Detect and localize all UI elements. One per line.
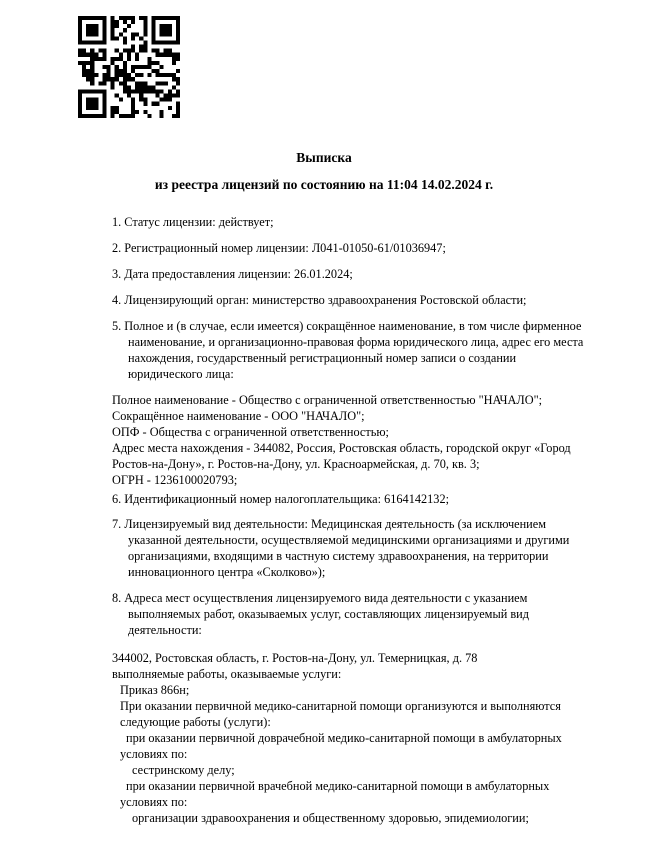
pre-doctor-care-paragraph-cont: условиях по:: [120, 747, 188, 761]
item-activity-type: 7. Лицензируемый вид деятельности: Медицинская деятельность (за исключением указанной деятельности, осуществляемой медицинскими организациями и другими организациями, входящими в частную систему здравоохранения, на территории инновационного центра «Сколково»);: [112, 517, 570, 579]
org-short-name: Сокращённое наименование - ООО "НАЧАЛО";: [112, 409, 365, 423]
org-address-cont: Ростов-на-Дону», г. Ростов-на-Дону, ул. Красноармейская, д. 70, кв. 3;: [112, 457, 480, 471]
primary-care-paragraph-cont: следующие работы (услуги):: [120, 715, 271, 729]
item-activity-addresses: 8. Адреса мест осуществления лицензируемого вида деятельности с указанием выполняемых работ, оказываемых услуг, составляющих лицензируемый вид деятельности:: [112, 591, 530, 637]
item-registration-number: 2. Регистрационный номер лицензии: Л041-01050-61/01036947;: [112, 241, 446, 255]
document-subtitle: из реестра лицензий по состоянию на 11:04 14.02.2024 г.: [154, 177, 494, 192]
order-reference: Приказ 866н;: [120, 683, 190, 697]
document-title: Выписка: [296, 150, 352, 165]
works-label: выполняемые работы, оказываемые услуги:: [112, 667, 342, 681]
org-address: Адрес места нахождения - 344082, Россия, Ростовская область, городской округ «Город: [112, 441, 571, 455]
org-ogrn: ОГРН - 1236100020793;: [112, 473, 238, 487]
activity-location: [112, 650, 632, 826]
pre-doctor-care-paragraph: при оказании первичной доврачебной медико-санитарной помощи в амбулаторных: [126, 731, 562, 745]
nursing-service: сестринскому делу;: [132, 763, 235, 777]
item-issue-date: 3. Дата предоставления лицензии: 26.01.2024;: [112, 267, 353, 281]
org-full-name: Полное наименование - Общество с ограниченной ответственностью "НАЧАЛО";: [112, 393, 543, 407]
legal-entity-details: [112, 392, 632, 488]
activity-address: 344002, Ростовская область, г. Ростов-на-Дону, ул. Темерницкая, д. 78: [112, 651, 478, 665]
item-licensing-body: 4. Лицензирующий орган: министерство здравоохранения Ростовской области;: [112, 293, 527, 307]
item-license-status: 1. Статус лицензии: действует;: [112, 215, 274, 229]
doctor-care-paragraph-cont: условиях по:: [120, 795, 188, 809]
qr-code: [78, 16, 180, 118]
item-legal-entity-heading: 5. Полное и (в случае, если имеется) сокращённое наименование, в том числе фирменное наименование, и организационно-правовая форма юридического лица, адрес его места нахождения, государственный регистрационный номер записи о создании юридического лица:: [112, 319, 584, 381]
item-inn: 6. Идентификационный номер налогоплательщика: 6164142132;: [112, 492, 450, 506]
doctor-care-paragraph: при оказании первичной врачебной медико-санитарной помощи в амбулаторных: [126, 779, 550, 793]
org-legal-form: ОПФ - Общества с ограниченной ответственностью;: [112, 425, 389, 439]
primary-care-paragraph: При оказании первичной медико-санитарной помощи организуются и выполняются: [120, 699, 561, 713]
healthcare-organization-service: организации здравоохранения и общественному здоровью, эпидемиологии;: [132, 811, 529, 825]
